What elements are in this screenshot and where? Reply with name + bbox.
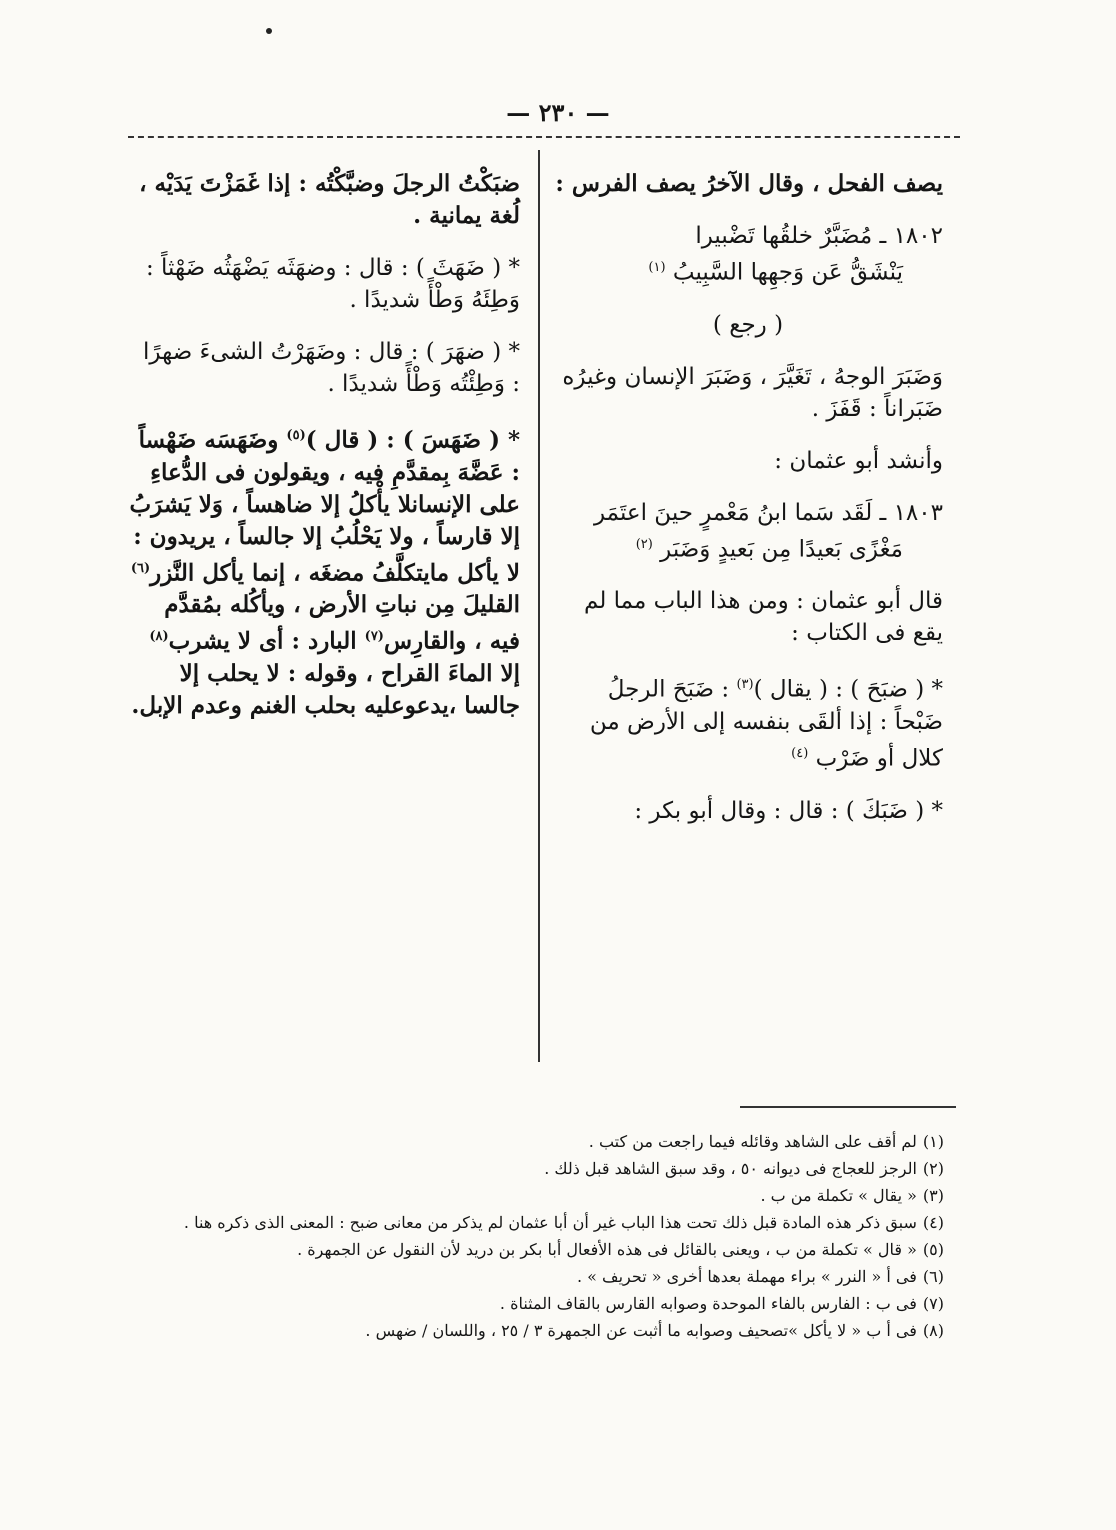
paragraph-abu-uthman: قال أبو عثمان : ومن هذا الباب مما لم يقع فى الكتاب : (584, 588, 943, 647)
footnote-text: « يقال » تكملة من ب . (760, 1186, 917, 1205)
footnote-text: لم أقف على الشاهد وقائله فيما راجعت من كتب . (588, 1132, 917, 1151)
footnote-number: (٨) (922, 1321, 944, 1340)
footnote-text: فى أ « النرر » براء مهملة بعدها أخرى « تحريف » . (576, 1267, 917, 1286)
entry-dahasa (128, 420, 520, 722)
entry-dabaha-body: : ضَبَحَ الرجلُ ضَبْحاً : إذا ألقَى بنفسه إلى الأرض من كلال أو ضَرْب (589, 676, 943, 772)
left-column (128, 168, 520, 742)
footnote-number: (٣) (922, 1186, 944, 1205)
footnote-8 (128, 1317, 956, 1344)
verse-1802-first-hemistich: ١٨٠٢ ـ مُضَبَّرٌ خلقُها تَضْبيرا (695, 223, 943, 249)
column-divider (538, 150, 540, 1062)
footnote-4 (128, 1209, 956, 1236)
footnote-text: الرجز للعجاج فى ديوانه ٥٠ ، وقد سبق الشاهد قبل ذلك . (544, 1159, 917, 1178)
entry-dahasa-body-1: وضَهَسَه ضَهْساً : عَضَّهَ بِمقدَّمِ فيه ، ويقولون فى الدُّعاءِ على الإنسانلا يأْكلُ إلا ضاهساً ، وَلا يَشرَبُ إلا قارساً ، ولا يَحْلُبُ إلا جالساً ، يريدون : لا يأكل مايتكلَّفُ مضغَه ، إنما يأكل النَّزر (129, 426, 520, 587)
verse-1802 (553, 220, 943, 289)
footnote-ref-5: (٥) (286, 428, 306, 443)
footnote-ref-8: (٨) (149, 629, 169, 645)
entry-dahara: * ( ضهَرَ ) : قال : وضَهَرْتُ الشىءَ ضهرًا : وَطِئْتُه وَطْأً شديدًا . (143, 339, 520, 397)
footnote-6 (128, 1263, 956, 1290)
right-column (553, 168, 943, 847)
paragraph-intro: يصف الفحل ، وقال الآخرُ يصف الفرس : (555, 170, 943, 197)
footnote-7 (128, 1290, 956, 1317)
entry-dahasa-body-3: البارد : أى لا يشرب (168, 627, 365, 655)
footnote-ref-2: (٢) (635, 536, 653, 552)
entry-dabaha (553, 669, 943, 774)
footnote-text: سبق ذكر هذه المادة قبل ذلك تحت هذا الباب غير أن أبا عثمان لم يذكر من معانى ضبح : المعنى الذى ذكره هنا . (183, 1213, 917, 1232)
verse-1803-second-text: مَغْزًى بَعيدًا مِن بَعيدٍ وَضَبَر (660, 536, 903, 563)
entry-dahasa-body-2: القليلَ مِن نباتِ الأرض ، ويأكُله بمُقدَّم فيه ، والقارِس (164, 591, 520, 655)
footnote-number: (٧) (922, 1294, 944, 1313)
verse-1803-first-hemistich: ١٨٠٣ ـ لَقَد سَما ابنُ مَعْمرٍ حينَ اعتَمَر (593, 499, 943, 526)
footnote-ref-6: (٦) (130, 560, 151, 576)
entry-dabaka-continued: ضبَكْتُ الرجلَ وضبَّكْتُه : إذا غَمَزْتَ يَدَيْه ، لُغة يمانية . (139, 170, 520, 229)
entry-dahatha: * ( ضَهَثَ ) : قال : وضهَثَه يَضْهَثُه ضَهْثاً : وَطِئَهُ وَطْأً شديدًا . (145, 255, 520, 313)
verse-1803 (553, 497, 943, 566)
footnote-number: (٤) (922, 1213, 944, 1232)
footnote-ref-7: (٧) (364, 629, 384, 645)
ink-speck (266, 28, 272, 34)
footnote-3 (128, 1182, 956, 1209)
paragraph-anshada: وأنشد أبو عثمان : (774, 447, 943, 474)
paragraph-dabara: وَضَبَرَ الوجهُ ، تَغَيَّرَ ، وَضَبَرَ الإنسان وغيرُه ضَبَراناً : قَفَزَ . (562, 363, 943, 422)
entry-dahasa-head: * ( ضَهَسَ ) : ( قال ) (305, 426, 520, 454)
footnotes (128, 1128, 956, 1344)
footnote-ref-4: (٤) (791, 745, 809, 761)
verse-1803-second-hemistich (553, 529, 943, 566)
entry-dahasa-body-4: إلا الماءَ القراح ، وقوله : لا يحلب إلا جالسا ،يدعوعليه بحلب الغنم وعدم الإبل. (131, 659, 520, 719)
page-number: — ٢٣٠ — (506, 98, 610, 127)
meter-label: ( رجع ) (712, 311, 784, 338)
verse-1802-second-text: يَنْشَقُّ عَن وَجهِها السَّبِيبُ (672, 259, 903, 286)
header-rule (128, 136, 960, 138)
footnote-number: (٢) (922, 1159, 944, 1178)
entry-dabaka: * ( ضَبَكَ ) : قال : وقال أبو بكر : (634, 797, 943, 824)
footnote-rule (740, 1106, 956, 1108)
footnote-text: فى أ ب « لا يأكل »تصحيف وصوابه ما أثبت عن الجمهرة ٣ / ٢٥ ، واللسان / ضهس . (365, 1321, 917, 1340)
entry-dabaha-head: * ( ضبَحَ ) : ( يقال ) (753, 676, 943, 703)
footnote-ref-1: (١) (648, 260, 666, 275)
footnote-number: (١) (922, 1132, 944, 1151)
verse-1802-second-hemistich (553, 252, 943, 289)
footnote-ref-3: (٣) (736, 677, 754, 693)
footnote-5 (128, 1236, 956, 1263)
footnote-2 (128, 1155, 956, 1182)
footnote-text: « قال » تكملة من ب ، ويعنى بالقائل فى هذه الأفعال أبا بكر بن دريد لأن النقول عن الجمهرة . (297, 1240, 917, 1259)
footnote-number: (٥) (922, 1240, 944, 1259)
footnote-1 (128, 1128, 956, 1155)
footnote-number: (٦) (922, 1267, 944, 1286)
footnote-text: فى ب : الفارس بالفاء الموحدة وصوابه القارس بالقاف المثناة . (499, 1294, 917, 1313)
